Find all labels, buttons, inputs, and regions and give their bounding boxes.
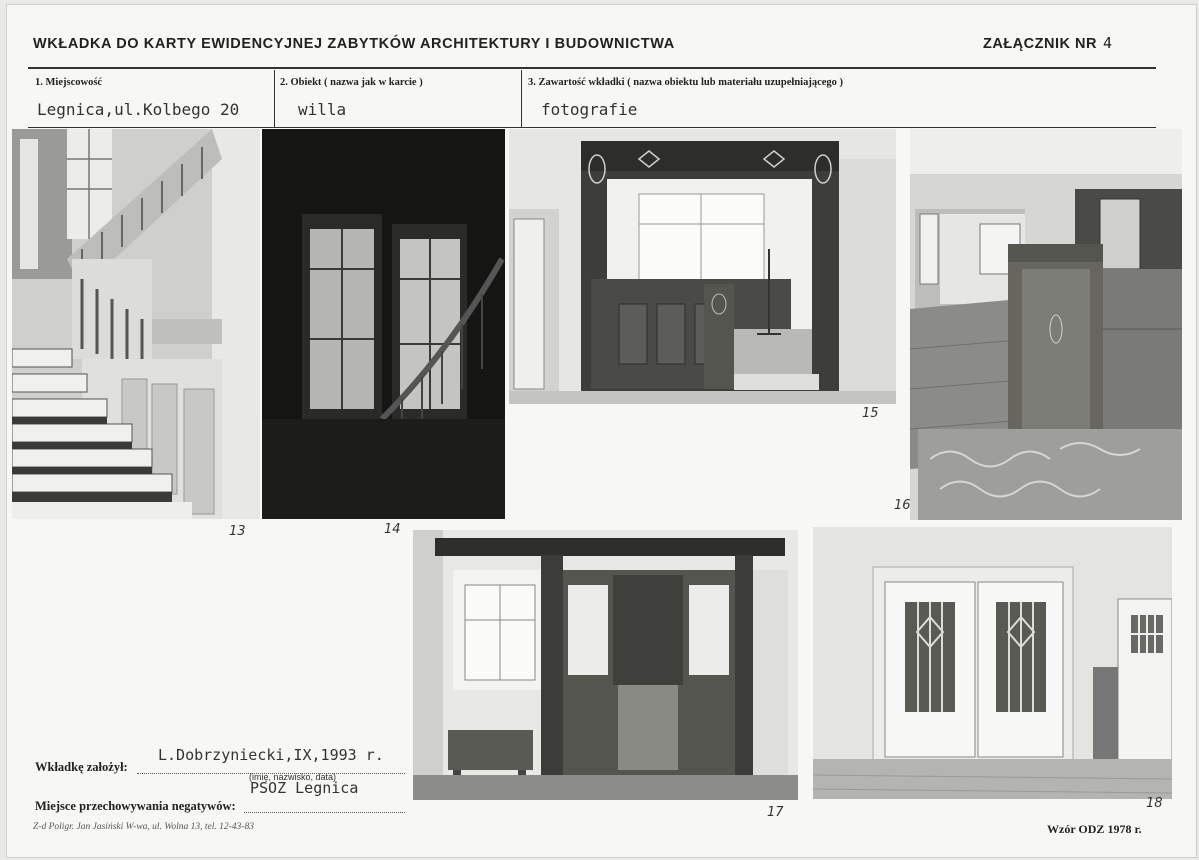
photo-panelled-nook	[413, 530, 798, 800]
field-divider-2	[521, 70, 522, 128]
field-value-object: willa	[298, 100, 347, 119]
photo-staircase	[12, 129, 260, 519]
field-label-contents: 3. Zawartość wkładki ( nazwa obiektu lub materiału uzupełniającego )	[528, 77, 844, 88]
field-label-locality: 1. Miejscowość	[35, 77, 103, 88]
printer-imprint: Z-d Poligr. Jan Jasiński W-wa, ul. Wolna 13, tel. 12-43-83	[33, 822, 254, 832]
photo-stair-windows	[262, 129, 505, 519]
annex-label	[983, 34, 1112, 52]
founder-hint: (imię, nazwisko, data)	[249, 772, 337, 782]
field-value-locality: Legnica,ul.Kolbego 20	[37, 100, 240, 119]
fields-bottom-rule	[28, 127, 1156, 128]
photo-number-17: 17	[767, 805, 784, 820]
field-value-contents: fotografie	[541, 100, 638, 119]
storage-value: PSOZ Legnica	[250, 779, 359, 797]
photo-number-13: 13	[229, 524, 246, 539]
storage-label: Miejsce przechowywania negatywów:	[35, 799, 236, 813]
founder-value: L.Dobrzyniecki,IX,1993 r.	[158, 746, 384, 764]
field-label-object: 2. Obiekt ( nazwa jak w karcie )	[280, 77, 423, 88]
form-model: Wzór ODZ 1978 r.	[1047, 822, 1142, 836]
photo-double-doors	[813, 527, 1172, 799]
annex-number: 4	[1102, 34, 1113, 52]
form-title: WKŁADKA DO KARTY EWIDENCYJNEJ ZABYTKÓW ARCHITEKTURY I BUDOWNICTWA	[33, 36, 675, 52]
annex-text: ZAŁĄCZNIK NR	[983, 36, 1097, 52]
photo-number-18: 18	[1146, 796, 1163, 811]
field-divider-1	[274, 70, 275, 128]
photo-number-15: 15	[862, 406, 879, 421]
photo-number-16: 16	[894, 498, 911, 513]
photo-room-newel	[910, 129, 1182, 520]
founder-label: Wkładkę założył:	[35, 760, 128, 774]
photo-number-14: 14	[384, 522, 401, 537]
storage-dotted-line	[244, 812, 405, 813]
photo-alcove-panelling	[509, 129, 896, 404]
header-rule	[28, 67, 1156, 69]
